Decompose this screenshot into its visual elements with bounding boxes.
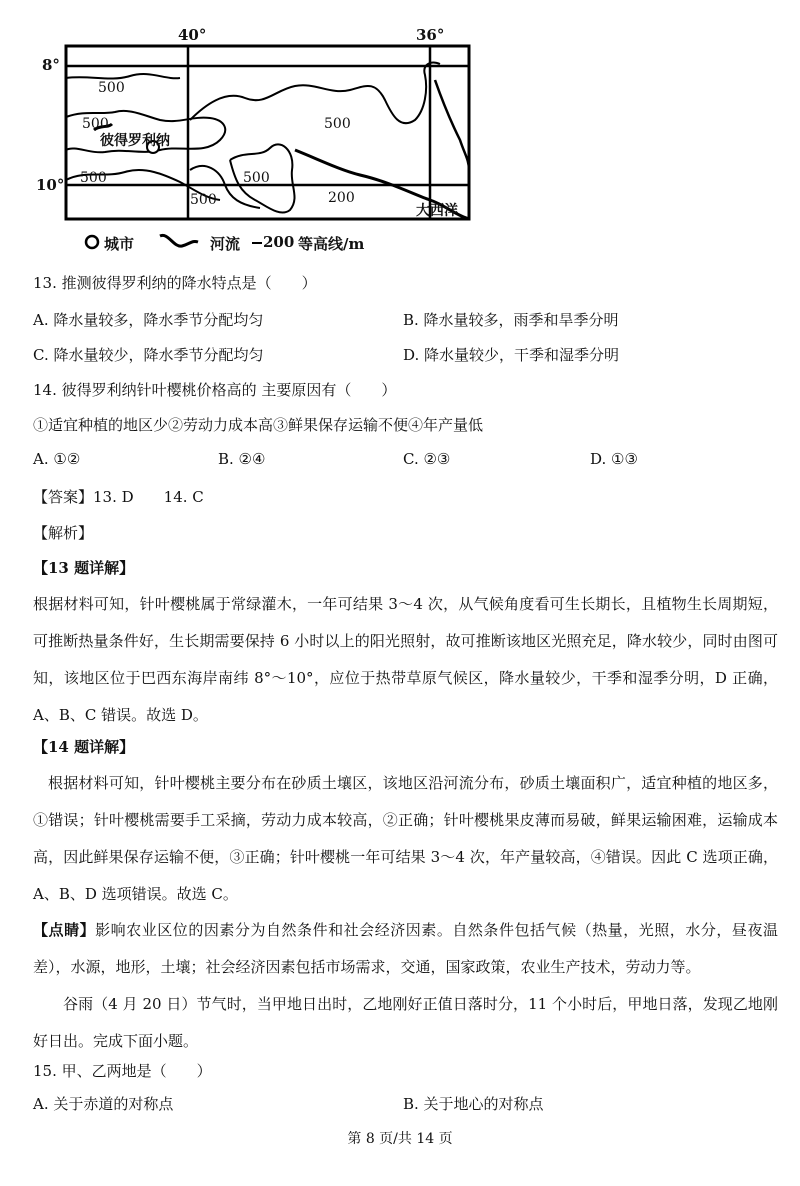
legend-river-icon xyxy=(160,235,198,246)
q15-stem: 15. 甲、乙两地是（ ） xyxy=(33,1062,212,1080)
lat-label: 8° xyxy=(42,56,60,74)
tip-text: 影响农业区位的因素分为自然条件和社会经济因素。自然条件包括气候（热量，光照，水分，昼夜温差），水源，地形，土壤；社会经济因素包括市场需求，交通，国家政策，农业生产技术，劳动力等。 xyxy=(33,921,778,976)
q14-option-c: C. ②③ xyxy=(403,450,451,468)
detail-13-text: 根据材料可知，针叶樱桃属于常绿灌木，一年可结果 3～4 次，从气候角度看可生长期长，且植物生长周期短，可推断热量条件好，生长期需要保持 6 小时以上的阳光照射，故可推断该地区光照充足，降水较少，同时由图可知，该地区位于巴西东海岸南纬 8°～10°，应位于热带草原气候区，降水量较少，干季和湿季分明，D 正确，A、B、C 错误。故选 D。 xyxy=(33,595,778,724)
detail-13-label: 【13 题详解】 xyxy=(33,559,135,577)
contour-label: 200 xyxy=(328,190,355,206)
map-svg xyxy=(30,20,480,255)
city-label: 彼得罗利纳 xyxy=(100,133,170,149)
intro-text: 谷雨（4 月 20 日）节气时，当甲地日出时，乙地刚好正值日落时分，11 个小时后，甲地日落，发现乙地刚好日出。完成下面小题。 xyxy=(33,995,778,1050)
page-footer: 第 8 页/共 14 页 xyxy=(347,1131,453,1147)
q13-option-b: B. 降水量较多，雨季和旱季分明 xyxy=(403,311,619,329)
legend-city-icon xyxy=(86,236,98,248)
q15-option-a: A. 关于赤道的对称点 xyxy=(33,1095,174,1113)
topographic-map xyxy=(30,20,480,255)
legend-contour-value: 200 xyxy=(263,233,295,251)
q14-stem: 14. 彼得罗利纳针叶樱桃价格高的 主要原因有（ ） xyxy=(33,381,397,399)
q13-option-d: D. 降水量较少，干季和湿季分明 xyxy=(403,346,620,364)
tip-label: 【点睛】 xyxy=(33,921,96,939)
contour-line xyxy=(190,63,440,124)
answer: 【答案】13. D 14. C xyxy=(33,488,204,506)
river xyxy=(435,80,469,170)
contour-label: 500 xyxy=(98,80,125,96)
legend-river-label: 河流 xyxy=(210,235,241,253)
detail-14-label: 【14 题详解】 xyxy=(33,738,135,756)
tip-paragraph xyxy=(33,912,778,986)
q14-option-d: D. ①③ xyxy=(590,450,638,468)
q13-option-c: C. 降水量较少，降水季节分配均匀 xyxy=(33,346,264,364)
legend-contour-label: 等高线/m xyxy=(298,235,365,253)
contour-label: 500 xyxy=(82,116,109,132)
ocean-label: 大西洋 xyxy=(416,203,458,219)
q13-option-a: A. 降水量较多，降水季节分配均匀 xyxy=(33,311,264,329)
lon-label: 36° xyxy=(416,26,445,44)
lat-label: 10° xyxy=(36,176,65,194)
legend-city-label: 城市 xyxy=(104,235,135,253)
q15-option-b: B. 关于地心的对称点 xyxy=(403,1095,544,1113)
q14-option-b: B. ②④ xyxy=(218,450,266,468)
q14-items: ①适宜种植的地区少②劳动力成本高③鲜果保存运输不便④年产量低 xyxy=(33,416,484,434)
contour-label: 500 xyxy=(243,170,270,186)
contour-label: 500 xyxy=(190,192,217,208)
detail-14-text: 根据材料可知，针叶樱桃主要分布在砂质土壤区，该地区沿河流分布，砂质土壤面积广，适宜种植的地区多，①错误；针叶樱桃需要手工采摘，劳动力成本较高，②正确；针叶樱桃果皮薄而易破，鲜果运输困难，运输成本高，因此鲜果保存运输不便，③正确；针叶樱桃一年可结果 3～4 次，年产量较高，④错误。因此 C 选项正确，A、B、D 选项错误。故选 C。 xyxy=(33,774,778,903)
q13-stem: 13. 推测彼得罗利纳的降水特点是（ ） xyxy=(33,274,317,292)
analysis-label: 【解析】 xyxy=(33,524,94,542)
contour-label: 500 xyxy=(324,116,351,132)
contour-line xyxy=(66,74,180,78)
q14-option-a: A. ①② xyxy=(33,450,81,468)
contour-label: 500 xyxy=(80,170,107,186)
lon-label: 40° xyxy=(178,26,207,44)
